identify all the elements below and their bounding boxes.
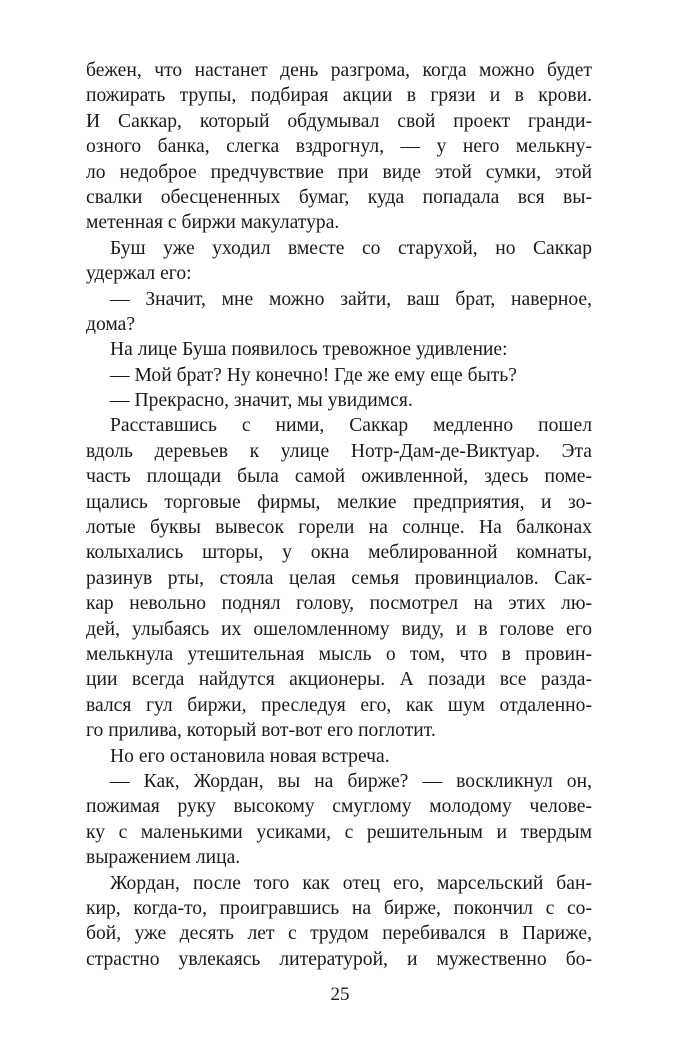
text-line: дей, улыбаясь их ошеломленному виду, и в голове его (86, 618, 592, 640)
text-line: — Как, Жордан, вы на бирже? — воскликнул он, (110, 770, 592, 792)
text-line: И Саккар, который обдумывал свой проект гранди- (86, 110, 592, 132)
text-line: — Прекрасно, значит, мы увидимся. (110, 390, 413, 412)
text-line: мелькнула утешительная мысль о том, что в провин- (86, 643, 592, 665)
text-line: бой, уже десять лет с трудом перебивался в Париже, (86, 923, 592, 945)
text-line: кар невольно поднял голову, посмотрел на этих лю- (86, 593, 592, 615)
text-line: кир, когда-то, проигравшись на бирже, покончил с со- (86, 897, 592, 919)
text-line: удержал его: (86, 263, 192, 285)
text-line: пожирать трупы, подбирая акции в грязи и в крови. (86, 85, 592, 107)
page-text (86, 58, 592, 972)
text-line: ло недоброе предчувствие при виде этой сумки, этой (86, 161, 592, 183)
page-number: 25 (330, 984, 350, 1005)
text-line: го прилива, который вот-вот его поглотит. (86, 720, 436, 742)
text-line: Жордан, после того как отец его, марсельский бан- (110, 872, 592, 894)
text-line: колыхались шторы, у окна меблированной комнаты, (86, 542, 592, 564)
text-line: — Значит, мне можно зайти, ваш брат, наверное, (110, 288, 592, 310)
text-line: дома? (86, 313, 136, 335)
text-line: На лице Буша появилось тревожное удивление: (110, 339, 508, 361)
text-line: Но его остановила новая встреча. (110, 745, 390, 767)
text-line: щались торговые фирмы, мелкие предприятия, и зо- (86, 491, 592, 513)
text-line: ку с маленькими усиками, с решительным и твердым (86, 821, 592, 843)
text-line: ции всегда найдутся акционеры. А позади все разда- (86, 669, 592, 691)
text-line: бежен, что настанет день разгрома, когда можно будет (86, 60, 592, 81)
text-line: озного банка, слегка вздрогнул, — у него мелькну- (86, 136, 592, 158)
text-line: свалки обесцененных бумаг, куда попадала вся вы- (86, 186, 592, 208)
text-line: вдоль деревьев к улице Нотр-Дам-де-Виктуар. Эта (86, 440, 592, 462)
text-line: лотые буквы вывесок горели на солнце. На балконах (86, 517, 592, 539)
text-line: выражением лица. (86, 847, 241, 869)
text-line: Буш уже уходил вместе со старухой, но Саккар (110, 237, 592, 259)
text-line: страстно увлекаясь литературой, и мужественно бо- (86, 948, 592, 970)
text-line: метенная с биржи макулатура. (86, 212, 340, 234)
text-line: вался гул биржи, преследуя его, как шум отдаленно- (86, 694, 592, 716)
text-line: — Мой брат? Ну конечно! Где же ему еще быть? (110, 364, 517, 386)
text-line: разинув рты, стояла целая семья провинциалов. Сак- (86, 567, 592, 589)
text-line: пожимая руку высокому смуглому молодому челове- (86, 796, 592, 818)
text-line: часть площади была самой оживленной, здесь поме- (86, 466, 592, 488)
text-line: Расставшись с ними, Саккар медленно пошел (110, 415, 592, 437)
